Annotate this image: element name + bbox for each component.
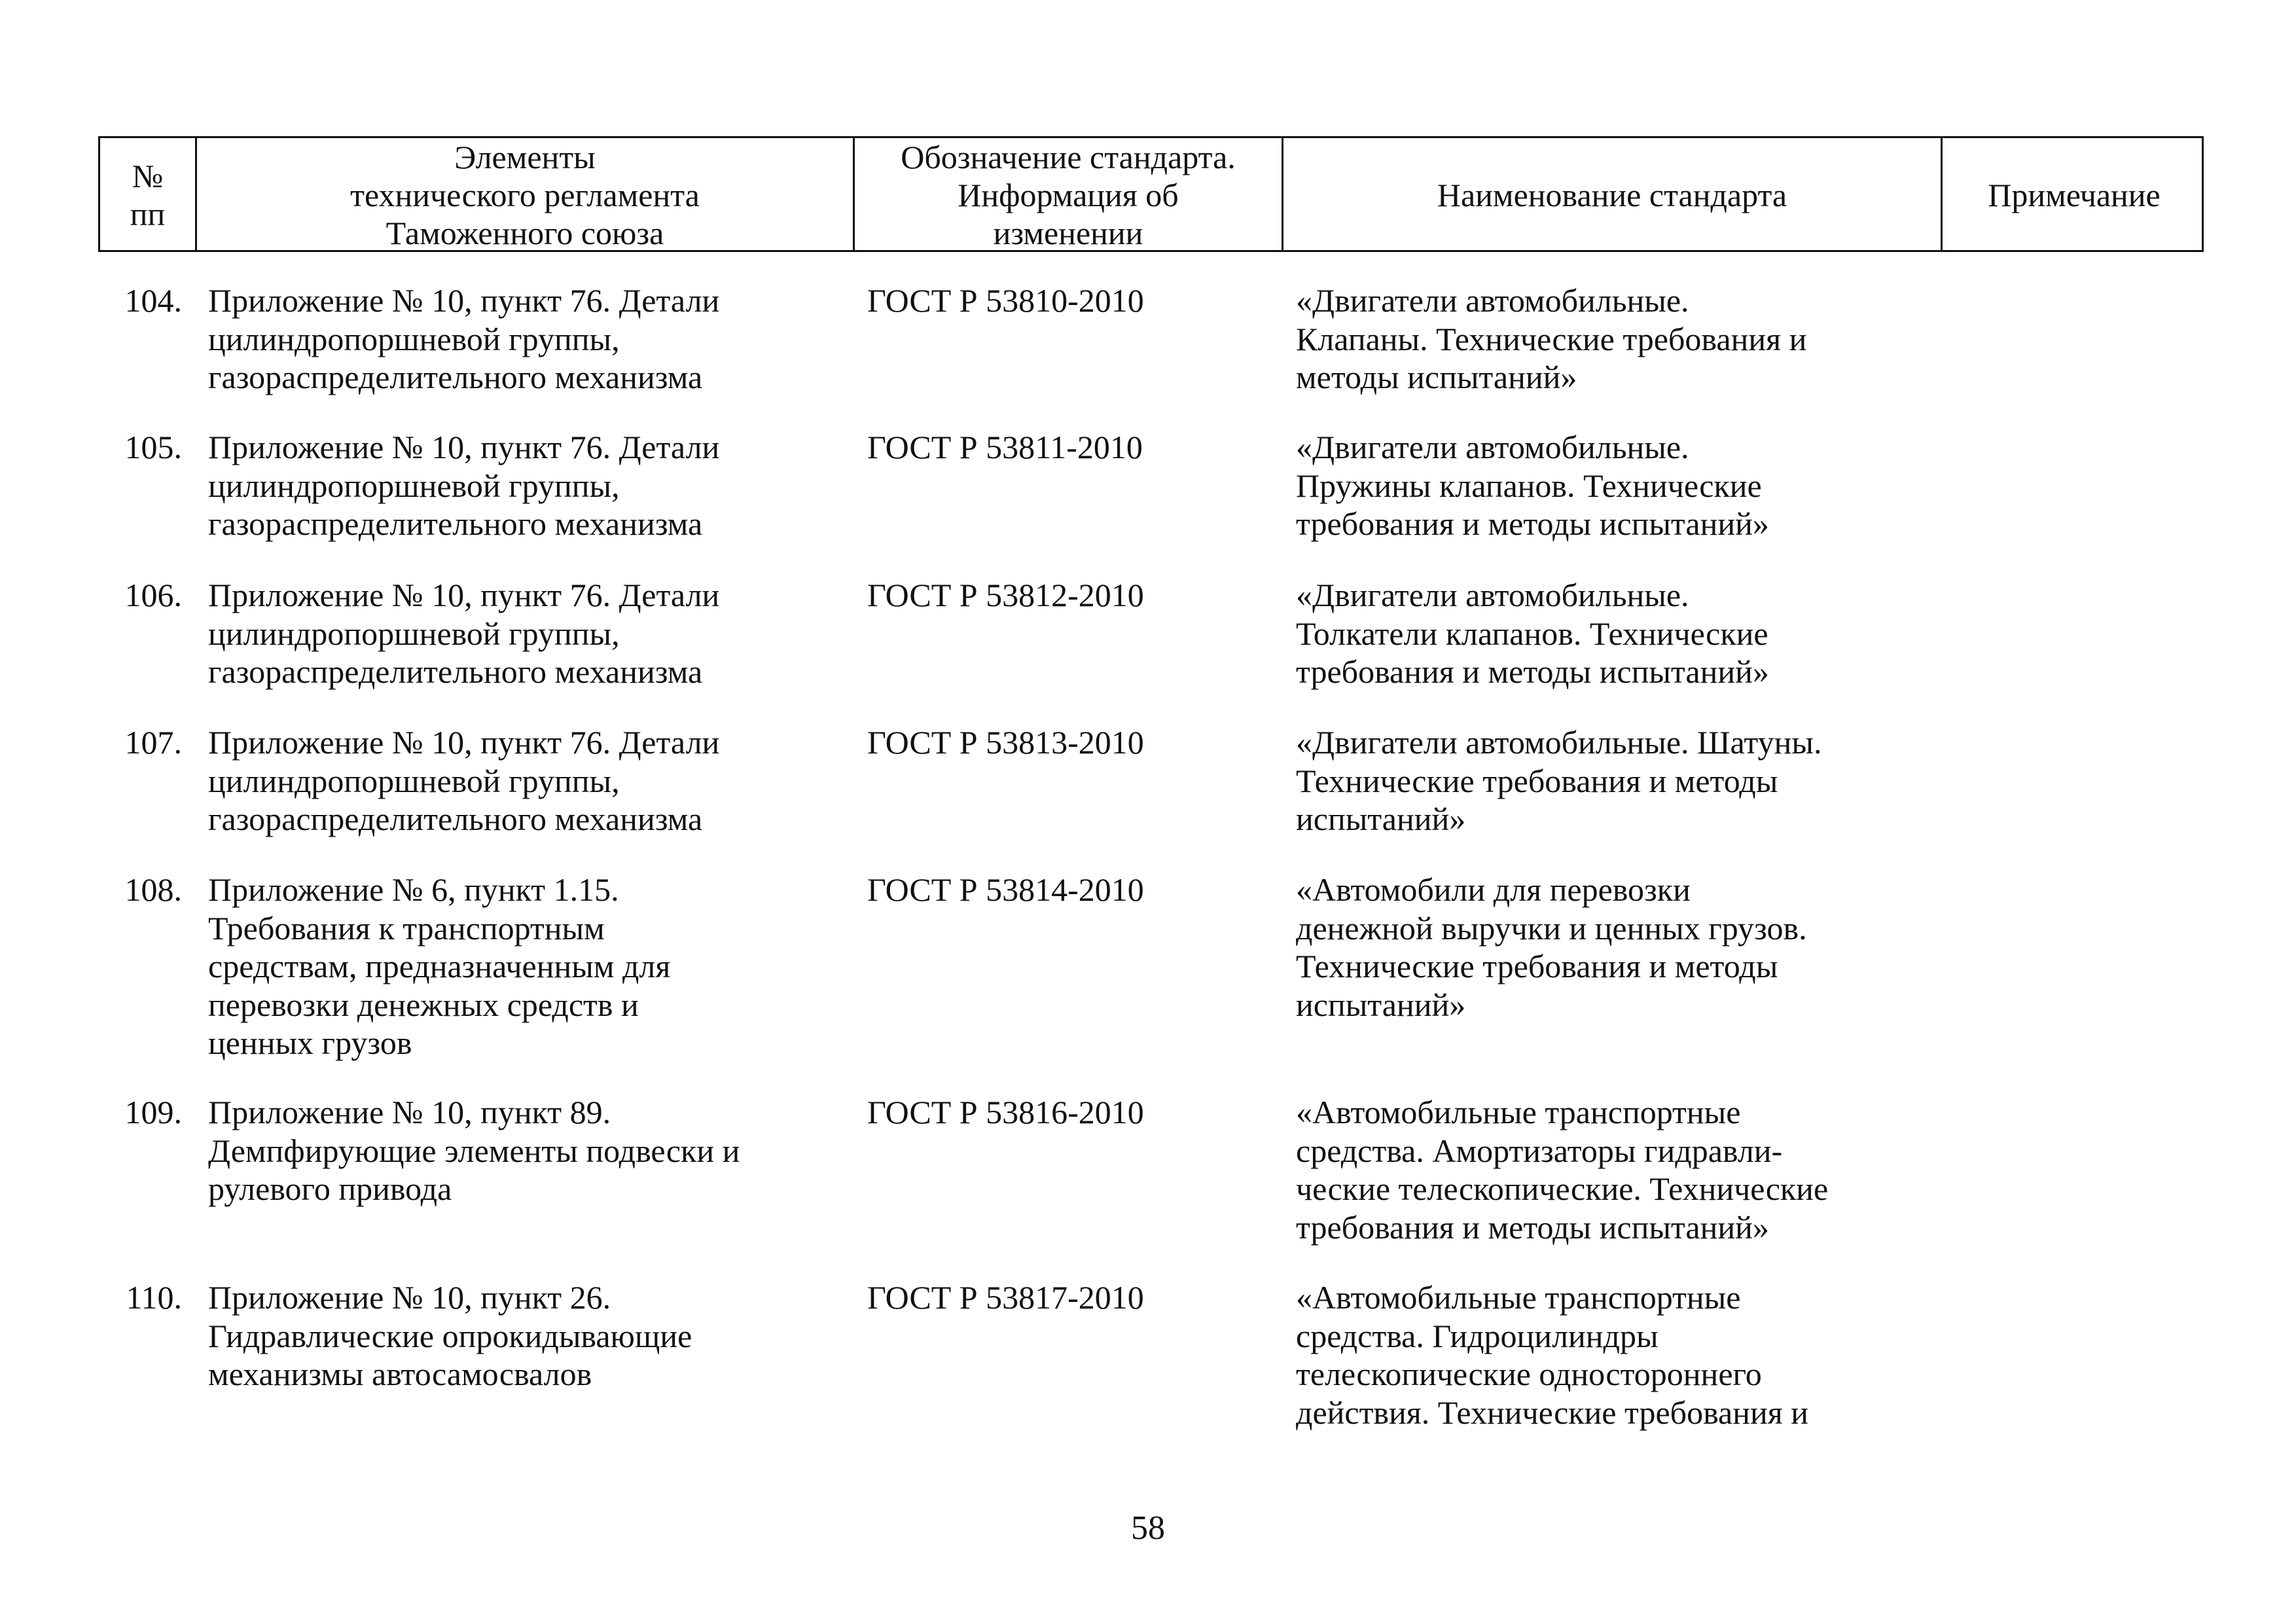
row-standard: ГОСТ Р 53817-2010 [867,1279,1144,1316]
row-note [1941,281,2204,428]
table-row [98,1278,2204,1435]
row-standard: ГОСТ Р 53813-2010 [867,724,1144,761]
row-element: Приложение № 10, пункт 76. Детали цилиндропоршневой группы, газораспределительного механизма [208,429,720,542]
row-number: 106. [124,577,182,613]
header-standard-name: Наименование стандарта [1283,138,1943,252]
row-number: 105. [124,429,182,465]
row-number: 110. [126,1279,182,1316]
row-standard-name: «Двигатели автомобильные. Толкатели клапанов. Технические требования и методы испытаний» [1296,577,1769,690]
row-number: 104. [124,282,182,319]
row-element: Приложение № 10, пункт 76. Детали цилиндропоршневой группы, газораспределительного механизма [208,577,720,690]
row-element: Приложение № 10, пункт 76. Детали цилиндропоршневой группы, газораспределительного механизма [208,282,720,395]
row-standard: ГОСТ Р 53816-2010 [867,1094,1144,1130]
row-note [1941,576,2204,723]
table-row [98,723,2204,871]
row-element: Приложение № 6, пункт 1.15. Требования к транспортным средствам, предназначенным для перевозки денежных средств и ценных грузов [208,871,671,1061]
row-standard-name: «Автомобильные транспортные средства. Гидроцилиндры телескопические одностороннего действия. Технические требования и [1296,1279,1809,1431]
table-row [98,1093,2204,1278]
header-number: № пп [100,138,197,252]
row-note [1941,428,2204,576]
row-element: Приложение № 10, пункт 26. Гидравлические опрокидывающие механизмы автосамосвалов [208,1279,692,1392]
row-standard-name: «Двигатели автомобильные. Пружины клапанов. Технические требования и методы испытаний» [1296,429,1769,542]
row-note [1941,1093,2204,1278]
table-header [98,136,2204,252]
row-element: Приложение № 10, пункт 76. Детали цилиндропоршневой группы, газораспределительного механизма [208,724,720,837]
row-standard: ГОСТ Р 53810-2010 [867,282,1144,319]
page-number: 58 [1131,1509,1165,1547]
row-standard-name: «Автомобильные транспортные средства. Амортизаторы гидравли- ческие телескопические. Технические требования и методы испытаний» [1296,1094,1829,1246]
row-standard: ГОСТ Р 53812-2010 [867,577,1144,613]
header-note: Примечание [1988,177,2161,213]
row-number: 107. [124,724,182,761]
row-number: 108. [124,871,182,908]
row-note [1941,871,2204,1093]
row-standard: ГОСТ Р 53814-2010 [867,871,1144,908]
row-standard: ГОСТ Р 53811-2010 [867,429,1143,465]
table-row [98,576,2204,723]
row-standard-name: «Автомобили для перевозки денежной выручки и ценных грузов. Технические требования и методы испытаний» [1296,871,1807,1023]
header-elements: Элементы технического регламента Таможенного союза [197,138,855,252]
row-standard-name: «Двигатели автомобильные. Клапаны. Технические требования и методы испытаний» [1296,282,1807,395]
row-note [1941,1278,2204,1435]
row-note [1941,723,2204,871]
table-row [98,871,2204,1093]
row-element: Приложение № 10, пункт 89. Демпфирующие элементы подвески и рулевого привода [208,1094,740,1207]
table-row [98,428,2204,576]
header-designation: Обозначение стандарта. Информация об изменении [855,138,1283,252]
table-row [98,281,2204,428]
table-body [98,281,2204,1435]
row-standard-name: «Двигатели автомобильные. Шатуны. Технические требования и методы испытаний» [1296,724,1822,837]
row-number: 109. [124,1094,182,1130]
